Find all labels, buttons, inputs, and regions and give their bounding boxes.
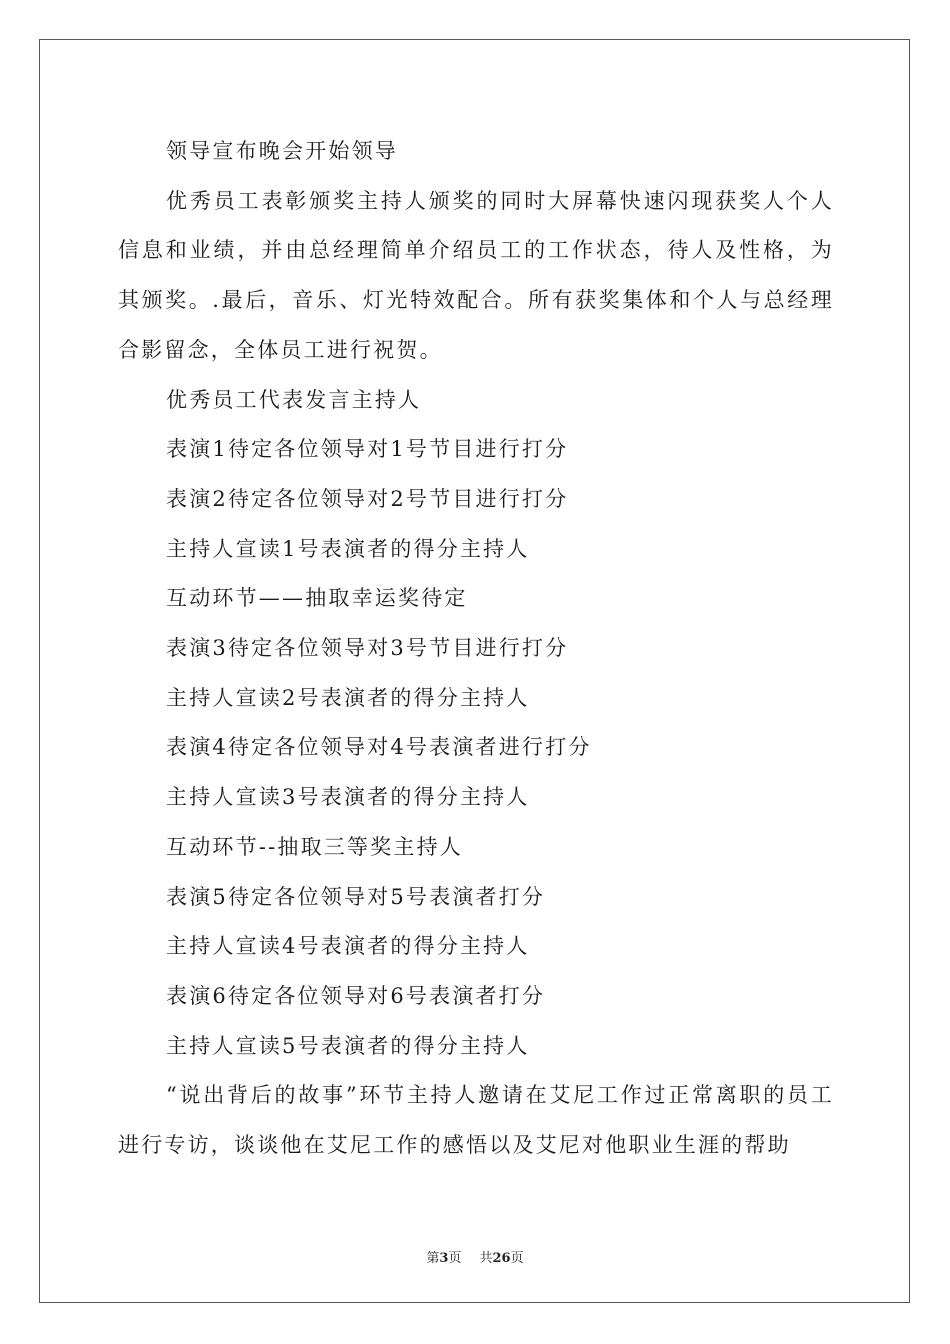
document-body — [118, 127, 834, 1171]
paragraph: 主持人宣读3号表演者的得分主持人 — [166, 785, 530, 810]
paragraph: 表演4待定各位领导对4号表演者进行打分 — [166, 735, 592, 760]
page-prefix: 第 — [426, 1251, 440, 1266]
paragraph: 表演5待定各位领导对5号表演者打分 — [166, 884, 546, 909]
paragraph: 表演6待定各位领导对6号表演者打分 — [166, 983, 546, 1008]
paragraph: “说出背后的故事”环节主持人邀请在艾尼工作过正常离职的员工进行专访，谈谈他在艾尼工作的感悟以及艾尼对他职业生涯的帮助 — [118, 1083, 834, 1158]
total-pages: 26 — [492, 1251, 511, 1266]
paragraph: 优秀员工表彰颁奖主持人颁奖的同时大屏幕快速闪现获奖人个人信息和业绩，并由总经理简单介绍员工的工作状态，待人及性格，为其颁奖。.最后，音乐、灯光特效配合。所有获奖集体和个人与总经理合影留念，全体员工进行祝贺。 — [118, 188, 834, 362]
page-number: 3 — [439, 1251, 449, 1266]
paragraph: 互动环节——抽取幸运奖待定 — [166, 586, 468, 611]
paragraph: 主持人宣读1号表演者的得分主持人 — [166, 536, 530, 561]
total-prefix: 共 — [479, 1251, 493, 1266]
paragraph: 表演2待定各位领导对2号节目进行打分 — [166, 486, 569, 511]
total-suffix: 页 — [510, 1251, 524, 1266]
page-footer — [0, 1247, 950, 1266]
paragraph: 领导宣布晚会开始领导 — [166, 139, 398, 163]
paragraph: 主持人宣读4号表演者的得分主持人 — [166, 934, 530, 959]
paragraph: 主持人宣读2号表演者的得分主持人 — [166, 685, 530, 710]
paragraph: 优秀员工代表发言主持人 — [166, 387, 422, 412]
paragraph: 表演3待定各位领导对3号节目进行打分 — [166, 636, 569, 661]
paragraph: 表演1待定各位领导对1号节目进行打分 — [166, 437, 569, 462]
paragraph: 主持人宣读5号表演者的得分主持人 — [166, 1033, 530, 1058]
page-suffix: 页 — [448, 1251, 462, 1266]
paragraph: 互动环节--抽取三等奖主持人 — [166, 834, 463, 859]
